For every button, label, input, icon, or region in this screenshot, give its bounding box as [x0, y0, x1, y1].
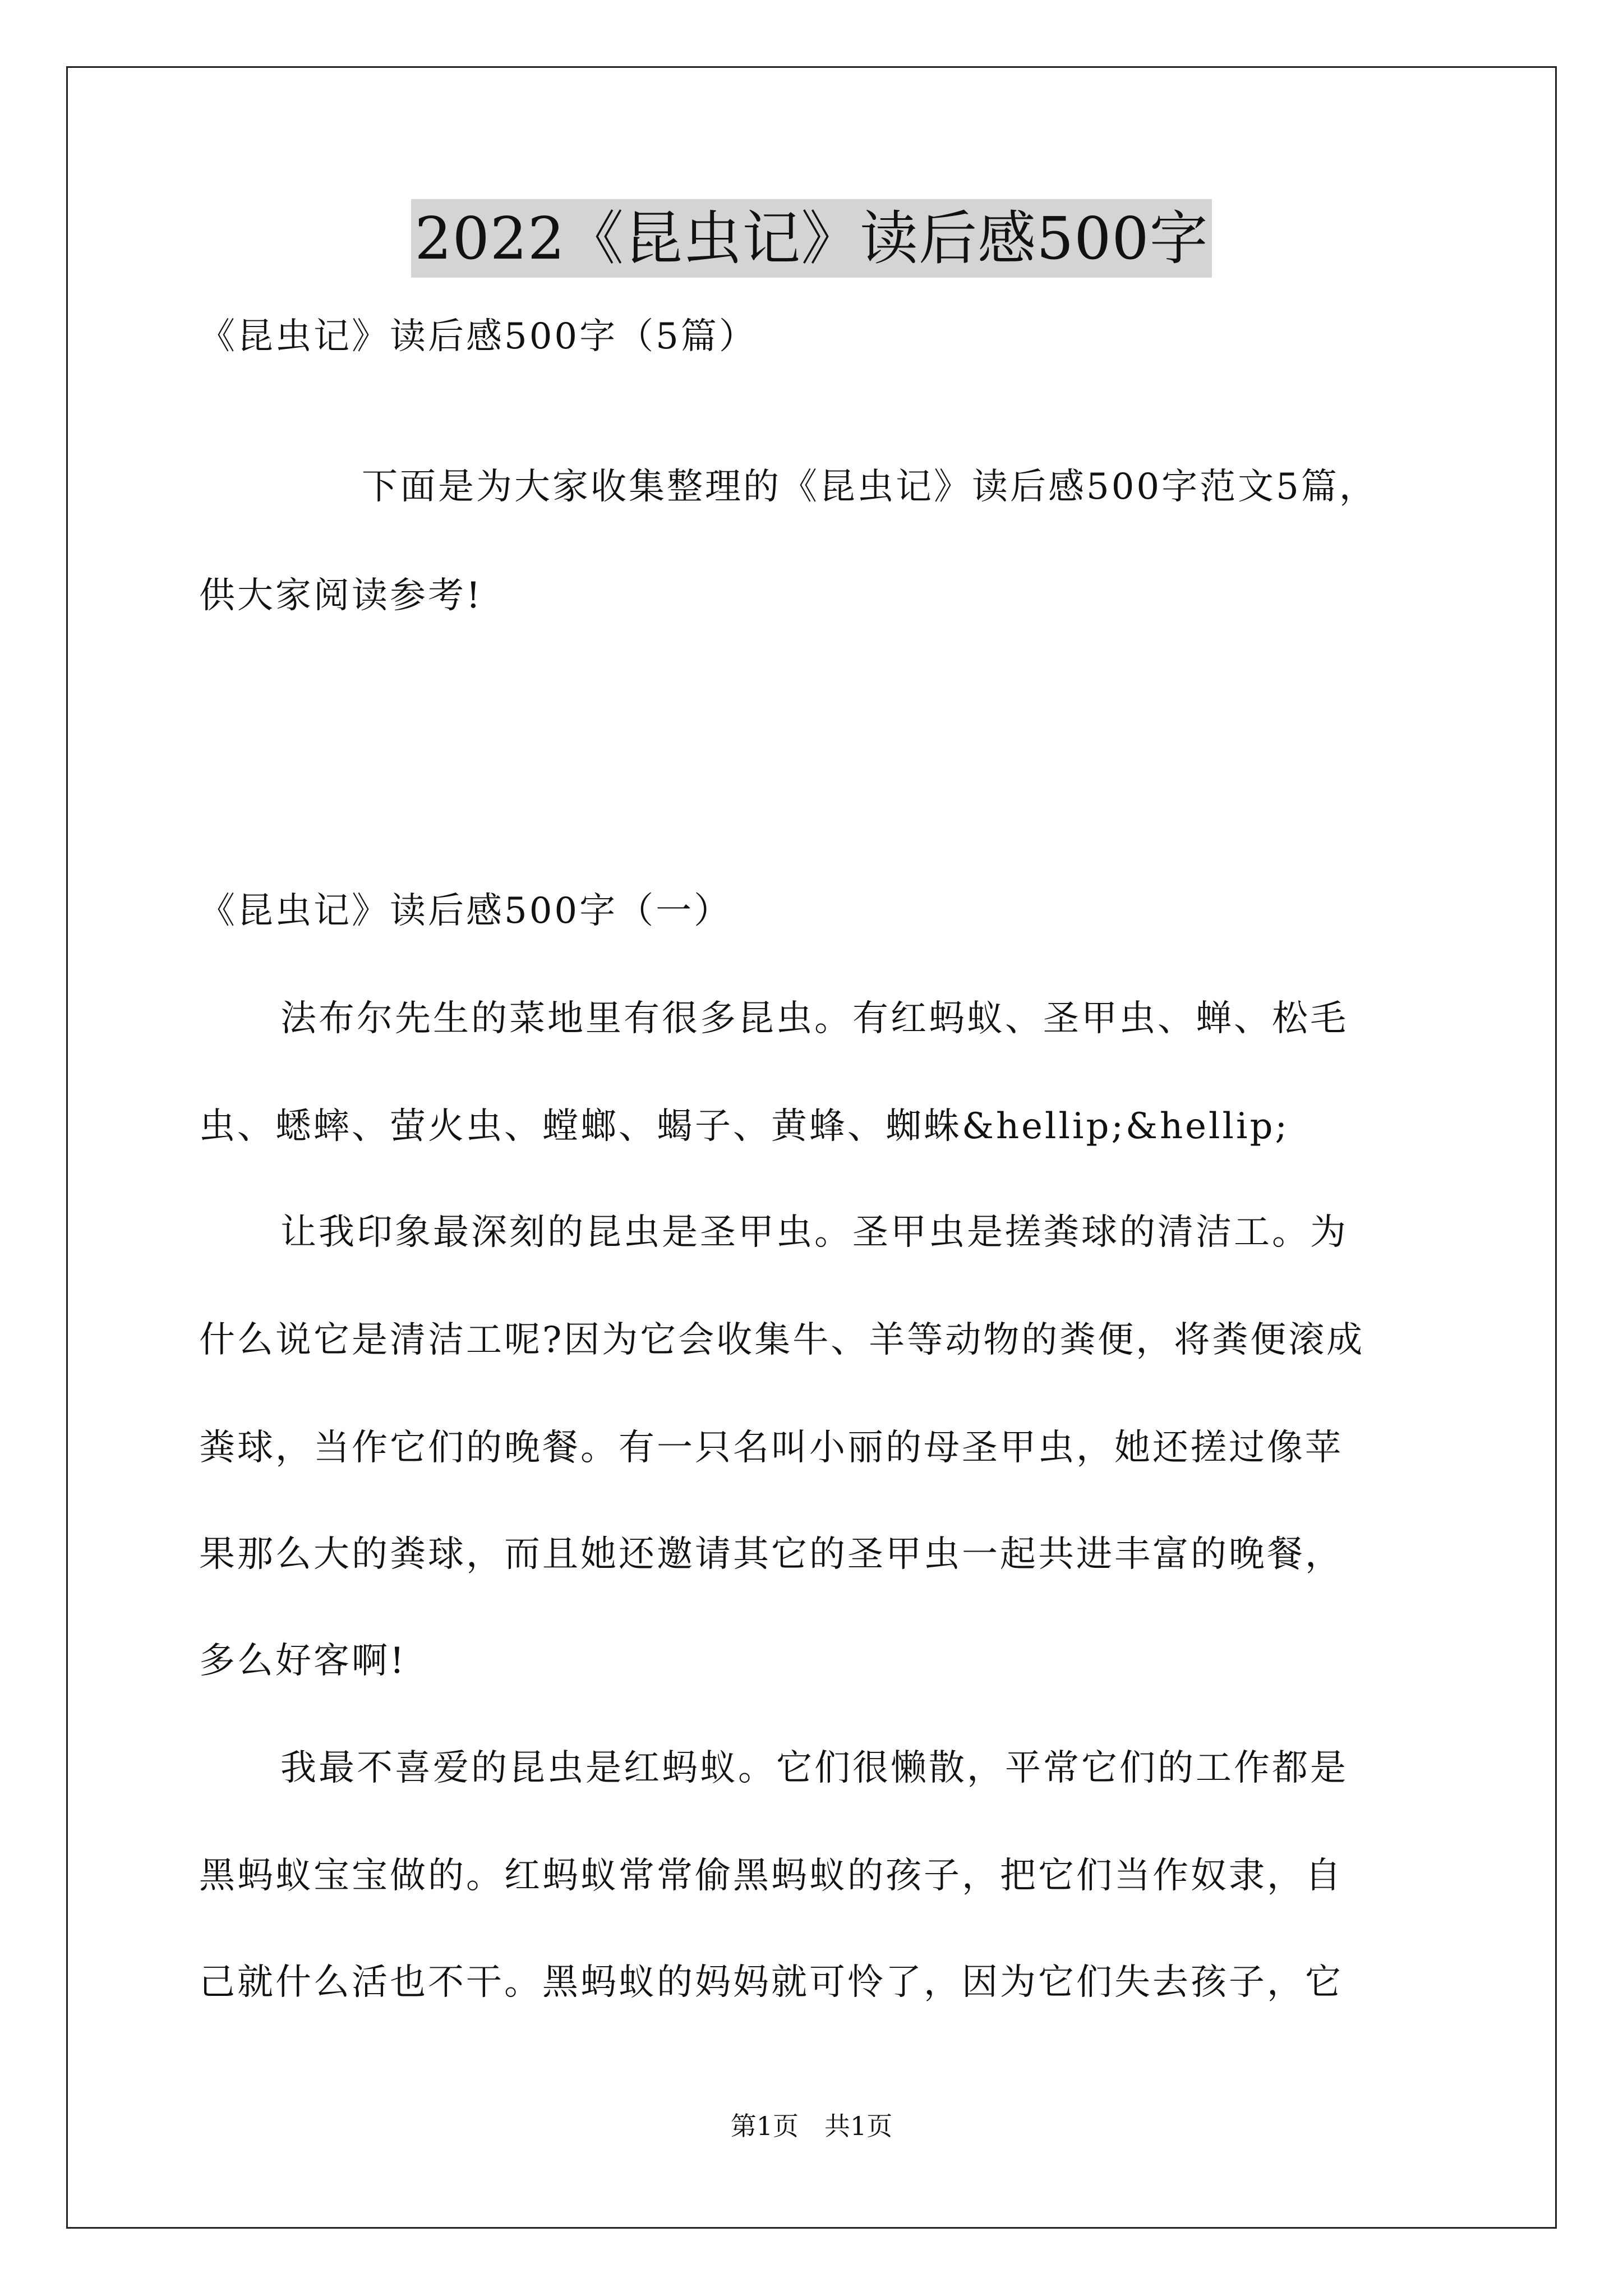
paragraph-line: 我最不喜爱的昆虫是红蚂蚁。它们很懒散，平常它们的工作都是: [280, 1747, 1348, 1789]
paragraph-line: 粪球，当作它们的晚餐。有一只名叫小丽的母圣甲虫，她还搓过像苹: [199, 1427, 1343, 1469]
paragraph-line: 什么说它是清洁工呢?因为它会收集牛、羊等动物的粪便，将粪便滚成: [199, 1319, 1365, 1361]
paragraph-line: 虫、蟋蟀、萤火虫、螳螂、蝎子、黄蜂、蜘蛛&hellip;&hellip;: [199, 1106, 1289, 1147]
page-footer: 第1页 共1页: [730, 2111, 893, 2141]
paragraph-line: 果那么大的粪球，而且她还邀请其它的圣甲虫一起共进丰富的晚餐，: [199, 1534, 1343, 1575]
paragraph-line: 多么好客啊!: [199, 1640, 407, 1682]
paragraph-line: 己就什么活也不干。黑蚂蚁的妈妈就可怜了，因为它们失去孩子，它: [199, 1962, 1343, 2003]
paragraph-line: 法布尔先生的菜地里有很多昆虫。有红蚂蚁、圣甲虫、蝉、松毛: [280, 998, 1348, 1039]
intro-line-1: 下面是为大家收集整理的《昆虫记》读后感500字范文5篇，: [362, 466, 1377, 508]
section-heading: 《昆虫记》读后感500字（一）: [199, 890, 732, 932]
title-container: [0, 199, 1623, 278]
subtitle: 《昆虫记》读后感500字（5篇）: [199, 316, 757, 357]
paragraph-line: 黑蚂蚁宝宝做的。红蚂蚁常常偷黑蚂蚁的孩子，把它们当作奴隶，自: [199, 1855, 1343, 1897]
paragraph-line: 让我印象最深刻的昆虫是圣甲虫。圣甲虫是搓粪球的清洁工。为: [280, 1212, 1348, 1253]
document-title: 2022《昆虫记》读后感500字: [411, 199, 1211, 278]
intro-line-2: 供大家阅读参考!: [199, 575, 483, 616]
